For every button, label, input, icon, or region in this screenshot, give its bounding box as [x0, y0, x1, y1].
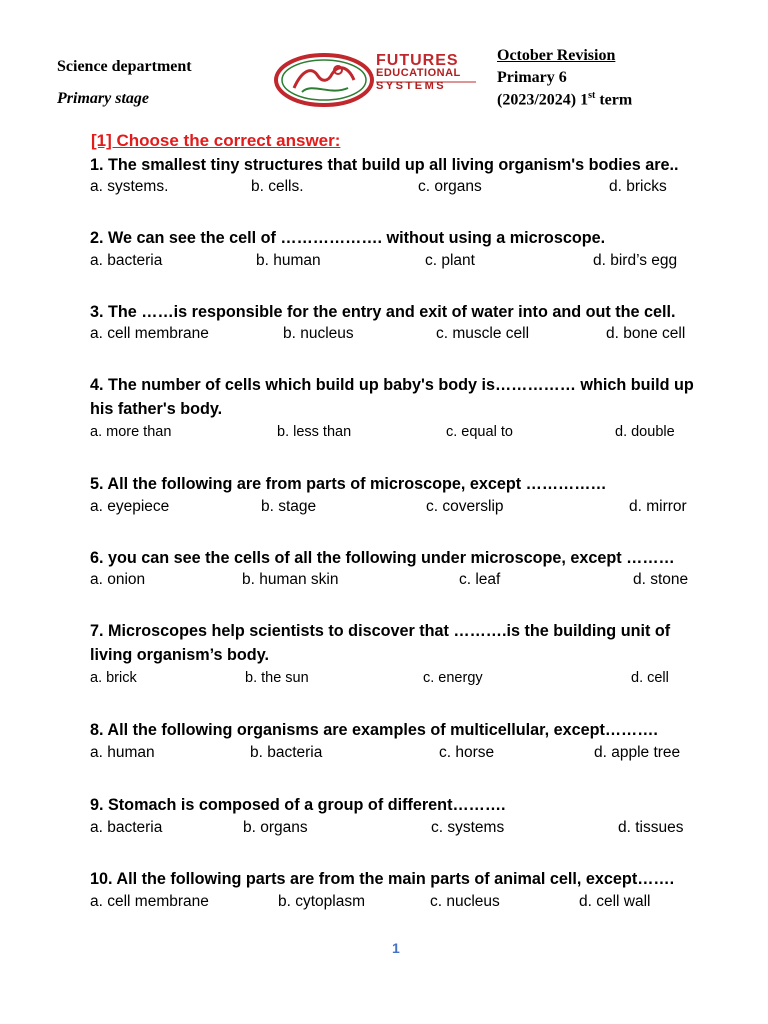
option-c[interactable]: c. equal to [446, 424, 513, 440]
option-b[interactable]: b. human skin [242, 571, 339, 588]
question-2: 2. We can see the cell of ………………. without using a microscope. [90, 229, 606, 247]
options-q6 [90, 571, 710, 593]
question-9: 9. Stomach is composed of a group of different………. [90, 796, 506, 814]
option-c[interactable]: c. systems [431, 819, 505, 836]
option-d[interactable]: d. mirror [629, 498, 687, 515]
options-q5 [90, 498, 710, 520]
options-q2 [90, 252, 710, 274]
option-c[interactable]: c. leaf [459, 571, 501, 588]
option-d[interactable]: d. tissues [618, 819, 684, 836]
option-a[interactable]: a. cell membrane [90, 325, 209, 342]
option-d[interactable]: d. apple tree [594, 744, 681, 761]
option-c[interactable]: c. nucleus [430, 893, 500, 910]
department-label: Science department [57, 58, 192, 75]
question-5: 5. All the following are from parts of microscope, except …………… [90, 475, 607, 493]
option-b[interactable]: b. less than [277, 424, 352, 440]
option-a[interactable]: a. bacteria [90, 252, 163, 269]
question-7: 7. Microscopes help scientists to discover that ……….is the building unit of living organism’s body. [90, 622, 671, 664]
question-1: 1. The smallest tiny structures that build up all living organism's bodies are.. [90, 156, 679, 174]
option-b[interactable]: b. stage [261, 498, 317, 515]
grade-label: Primary 6 [497, 69, 567, 86]
option-d[interactable]: d. bricks [609, 178, 667, 195]
term-label [497, 90, 632, 109]
option-b[interactable]: b. nucleus [283, 325, 354, 342]
option-a[interactable]: a. bacteria [90, 819, 163, 836]
option-a[interactable]: a. brick [90, 670, 137, 686]
logo-line-3: SYSTEMS [376, 80, 447, 92]
term-word: term [595, 91, 633, 109]
option-b[interactable]: b. the sun [245, 670, 309, 686]
revision-title: October Revision [497, 47, 616, 64]
question-8: 8. All the following organisms are examples of multicellular, except………. [90, 721, 658, 739]
options-q3 [90, 325, 710, 347]
page-number: 1 [392, 940, 400, 956]
question-10: 10. All the following parts are from the main parts of animal cell, except……. [90, 870, 675, 888]
option-a[interactable]: a. human [90, 744, 155, 761]
question-4: 4. The number of cells which build up baby's body is…………… which build up his father's body. [90, 376, 694, 418]
logo-line-1: FUTURES [376, 52, 459, 69]
option-b[interactable]: b. human [256, 252, 321, 269]
section-title: [1] Choose the correct answer: [91, 131, 341, 150]
option-c[interactable]: c. muscle cell [436, 325, 530, 342]
options-q9 [90, 819, 710, 841]
logo-line-2: EDUCATIONAL [376, 67, 461, 79]
option-d[interactable]: d. bird’s egg [593, 252, 678, 269]
option-d[interactable]: d. cell [631, 670, 669, 686]
question-3: 3. The ……is responsible for the entry and exit of water into and out the cell. [90, 303, 676, 321]
options-q7 [90, 670, 710, 692]
option-b[interactable]: b. cytoplasm [278, 893, 366, 910]
stage-label: Primary stage [57, 90, 149, 107]
option-b[interactable]: b. organs [243, 819, 308, 836]
options-q4 [90, 424, 710, 446]
option-a[interactable]: a. more than [90, 424, 172, 440]
options-q10 [90, 893, 710, 915]
option-c[interactable]: c. coverslip [426, 498, 504, 515]
option-b[interactable]: b. cells. [251, 178, 304, 195]
option-c[interactable]: c. organs [418, 178, 482, 195]
term-year: (2023/2024) 1 [497, 91, 589, 109]
option-c[interactable]: c. horse [439, 744, 495, 761]
option-b[interactable]: b. bacteria [250, 744, 323, 761]
option-d[interactable]: d. bone cell [606, 325, 686, 342]
option-c[interactable]: c. energy [423, 670, 483, 686]
options-q1 [90, 178, 710, 200]
option-d[interactable]: d. cell wall [579, 893, 651, 910]
option-d[interactable]: d. stone [633, 571, 689, 588]
option-a[interactable]: a. cell membrane [90, 893, 209, 910]
option-c[interactable]: c. plant [425, 252, 475, 269]
logo-wordmark [376, 54, 476, 93]
option-d[interactable]: d. double [615, 424, 675, 440]
question-6: 6. you can see the cells of all the following under microscope, except ……… [90, 549, 675, 567]
option-a[interactable]: a. onion [90, 571, 146, 588]
options-q8 [90, 744, 710, 766]
option-a[interactable]: a. eyepiece [90, 498, 170, 515]
option-a[interactable]: a. systems. [90, 178, 169, 195]
term-ordinal: st [588, 90, 596, 101]
